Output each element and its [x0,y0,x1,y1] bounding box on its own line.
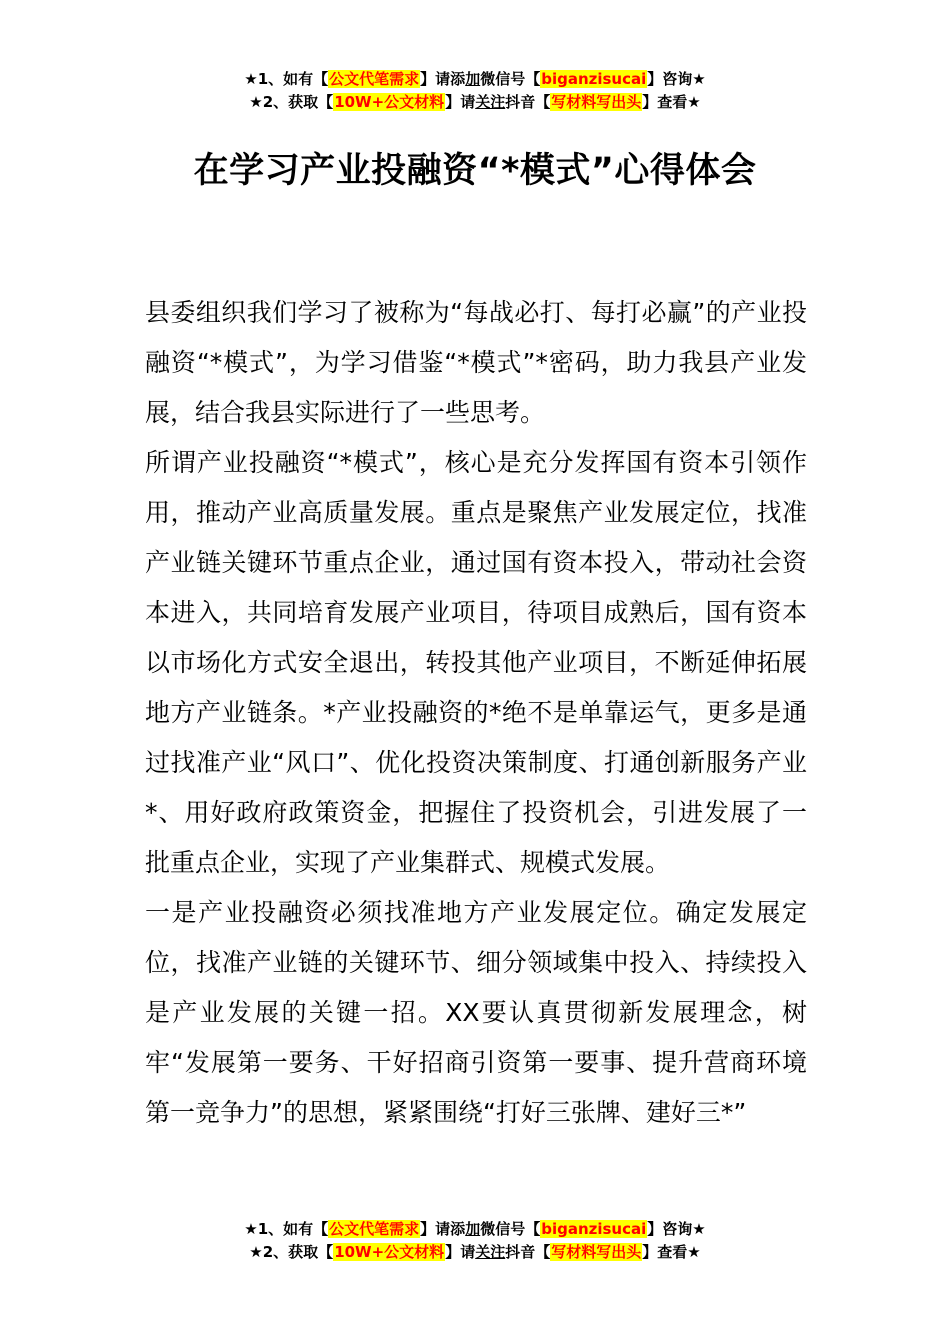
wechat-id-highlight: biganzisucai [541,1220,647,1238]
document-body [145,288,807,1138]
document-title: 在学习产业投融资“*模式”心得体会 [193,151,757,191]
materials-highlight: 10W+公文材料 [334,1243,445,1261]
header-banner [0,68,950,114]
douyin-account-highlight: 写材料写出头 [551,93,642,111]
footer-banner [0,1218,950,1264]
banner-line-1: ★1、如有【公文代笔需求】请添加微信号【biganzisucai】咨询★ [244,1220,706,1238]
paragraph: 一是产业投融资必须找准地方产业发展定位。确定发展定位，找准产业链的关键环节、细分领域集中投入、持续投入是产业发展的关键一招。XX要认真贯彻新发展理念，树牢“发展第一要务、干好招商引资第一要事、提升营商环境第一竞争力”的思想，紧紧围绕“打好三张牌、建好三*” [145,898,807,1127]
service-highlight: 公文代笔需求 [329,1220,420,1238]
banner-line-2: ★2、获取【10W+公文材料】请关注抖音【写材料写出头】查看★ [249,1243,701,1261]
douyin-account-highlight: 写材料写出头 [551,1243,642,1261]
service-highlight: 公文代笔需求 [329,70,420,88]
paragraph: 所谓产业投融资“*模式”，核心是充分发挥国有资本引领作用，推动产业高质量发展。重点是聚焦产业发展定位，找准产业链关键环节重点企业，通过国有资本投入，带动社会资本进入，共同培育发展产业项目，待项目成熟后，国有资本以市场化方式安全退出，转投其他产业项目，不断延伸拓展地方产业链条。*产业投融资的*绝不是单靠运气，更多是通过找准产业“风口”、优化投资决策制度、打通创新服务产业*、用好政府政策资金，把握住了投资机会，引进发展了一批重点企业，实现了产业集群式、规模式发展。 [145,448,807,877]
banner-line-1: ★1、如有【公文代笔需求】请添加微信号【biganzisucai】咨询★ [244,70,706,88]
banner-line-2: ★2、获取【10W+公文材料】请关注抖音【写材料写出头】查看★ [249,93,701,111]
materials-highlight: 10W+公文材料 [334,93,445,111]
paragraph: 县委组织我们学习了被称为“每战必打、每打必赢”的产业投融资“*模式”，为学习借鉴“*模式”*密码，助力我县产业发展，结合我县实际进行了一些思考。 [145,298,807,427]
wechat-id-highlight: biganzisucai [541,70,647,88]
